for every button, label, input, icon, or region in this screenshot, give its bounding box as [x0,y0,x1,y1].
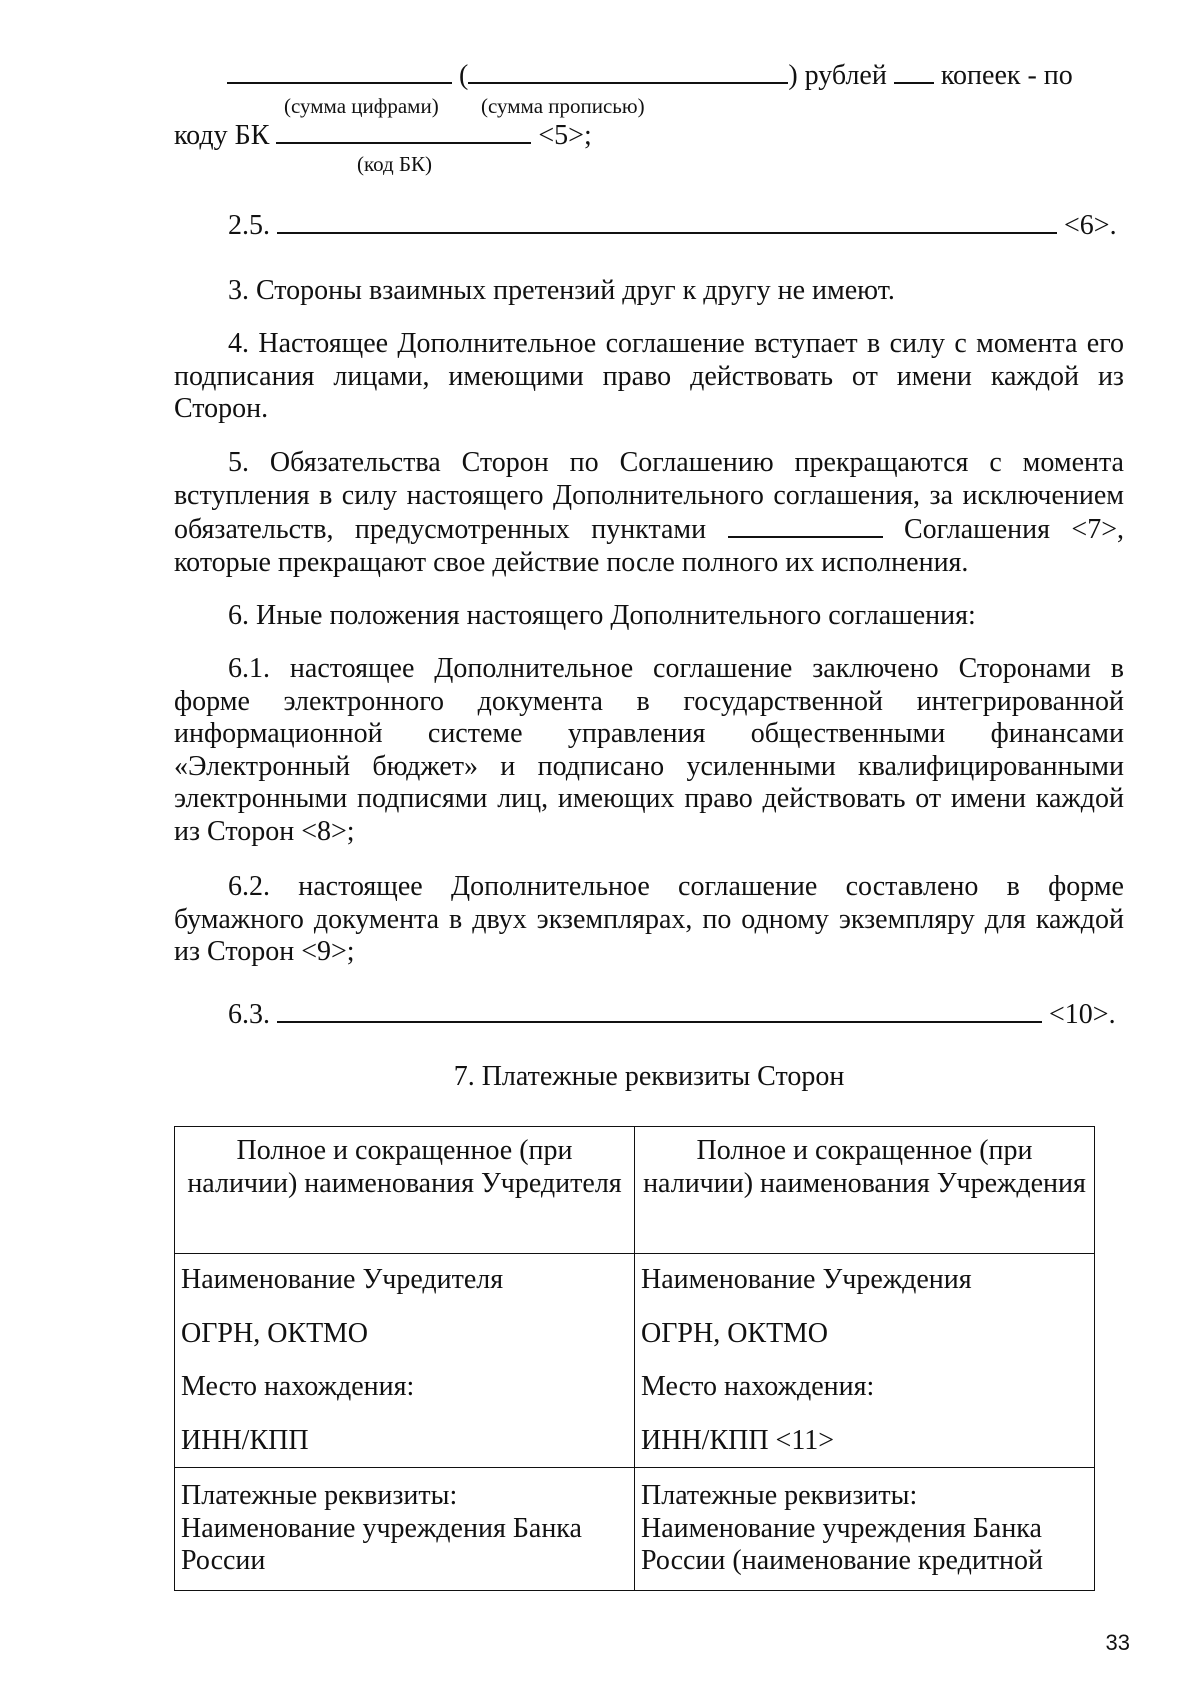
sum-kopeks-text: копеек - по [940,60,1073,91]
right-payment-cell [635,1468,1095,1591]
left-details-cell [175,1254,635,1468]
right-bank: Наименование учреждения Банка России (наименование кредитной [641,1512,1044,1576]
clause-6-3-blank [277,997,1042,1023]
clause-2-5-number: 2.5. [228,210,270,241]
left-payment-cell [175,1468,635,1591]
sum-digits-blank [227,58,452,84]
sum-words-blank [468,58,788,84]
clause-6: 6. Иные положения настоящего Дополнительного соглашения: [228,600,976,631]
clause-5 [174,447,1124,579]
clause-2-5-ref: <6>. [1064,210,1117,241]
requisites-table [174,1126,1095,1591]
caption-sum-digits: (сумма цифрами) [284,94,439,118]
caption-bk-code: (код БК) [357,152,433,176]
clause-6-2: 6.2. настоящее Дополнительное соглашение составлено в форме бумажного документа в двух экземплярах, по одному экземпляру для каждой из Сторон <9>; [174,871,1124,967]
sum-open-paren: ( [459,60,469,91]
table-header-row [175,1127,1095,1254]
right-inn: ИНН/КПП <11> [641,1424,835,1456]
left-name: Наименование Учредителя [181,1264,504,1295]
page-number: 33 [1105,1630,1130,1655]
clause-6-3-number: 6.3. [228,999,270,1030]
clause-6-3-ref: <10>. [1049,999,1116,1030]
left-location: Место нахождения: [181,1371,415,1402]
right-details-cell [635,1254,1095,1468]
right-name: Наименование Учреждения [641,1264,972,1295]
right-ogrn: ОГРН, ОКТМО [641,1317,828,1349]
clause-6-1: 6.1. настоящее Дополнительное соглашение заключено Сторонами в форме электронного документа в государственной интегрированной информационной системе управления общественными финансами «Электронный бюджет» и подписано усиленными квалифицированными электронными подписями лиц, имеющих право действовать от имени каждой из Сторон <8>; [174,653,1124,847]
kopeks-blank [894,58,934,84]
table-row-payment [175,1468,1095,1591]
header-left: Полное и сокращенное (при наличии) наименования Учредителя [175,1127,635,1254]
right-location: Место нахождения: [641,1371,875,1402]
left-inn: ИНН/КПП [181,1424,309,1456]
bk-code-blank [276,118,531,144]
clause-4: 4. Настоящее Дополнительное соглашение вступает в силу с момента его подписания лицами, имеющими право действовать от имени каждой из Сторон. [174,328,1124,424]
clause-6-3 [228,997,1116,1031]
left-bank: Наименование учреждения Банка России [181,1512,582,1576]
header-right: Полное и сокращенное (при наличии) наименования Учреждения [635,1127,1095,1254]
left-ogrn: ОГРН, ОКТМО [181,1317,368,1349]
clause-5-points-blank [728,512,883,538]
clause-2-5-blank [277,208,1057,234]
caption-sum-words: (сумма прописью) [481,94,645,118]
bk-line [174,118,592,152]
section-7-title: 7. Платежные реквизиты Сторон [453,1061,845,1092]
bk-ref: <5>; [538,120,592,151]
table-row-details [175,1254,1095,1468]
sum-rubles-text: ) рублей [788,60,887,91]
clause-3: 3. Стороны взаимных претензий друг к другу не имеют. [228,275,895,306]
sum-line [227,58,1073,92]
bk-prefix: коду БК [174,120,270,151]
left-payment-label: Платежные реквизиты: [181,1480,458,1511]
clause-5-after: Соглашения <7>, которые прекращают свое действие после полного их исполнения. [174,514,1124,578]
clause-2-5 [228,208,1117,242]
clause-5-before: 5. Обязательства Сторон по Соглашению прекращаются с момента вступления в силу настоящего Дополнительного соглашения, за исключением обязательств, предусмотренных пунктами [174,447,1124,545]
right-payment-label: Платежные реквизиты: [641,1480,918,1511]
